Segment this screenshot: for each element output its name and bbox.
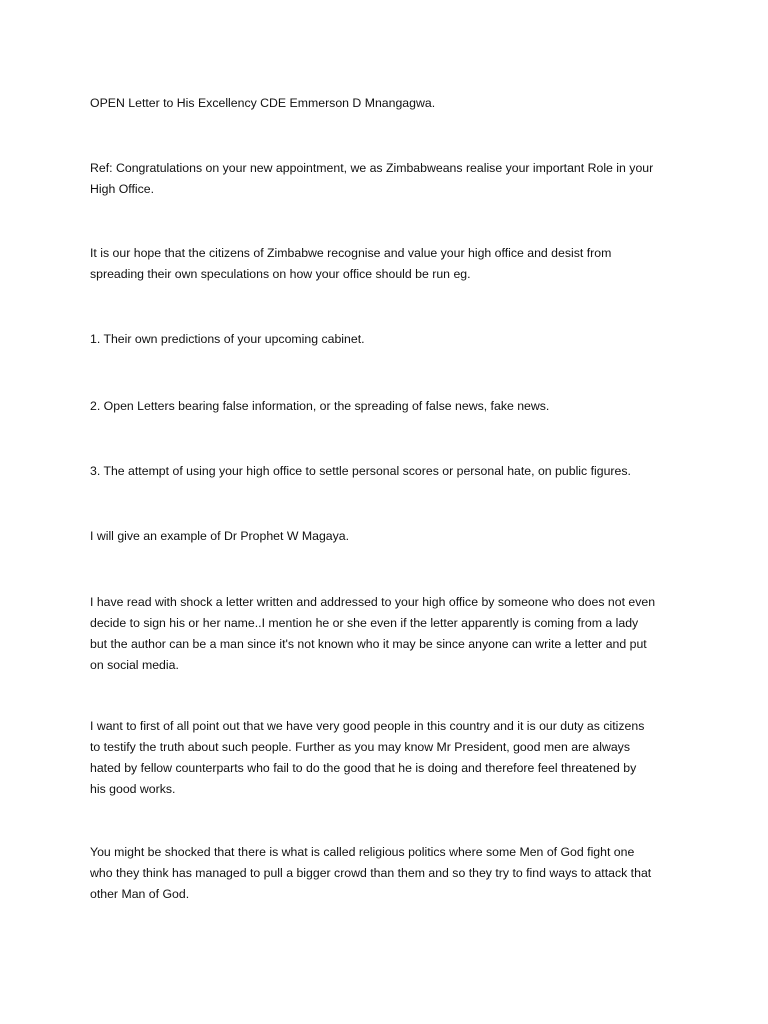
text-line: You might be shocked that there is what is called religious politics where some Men of God fight one [90, 845, 635, 859]
reference-paragraph [90, 158, 690, 200]
text-line: on social media. [90, 658, 179, 672]
text-line: I want to first of all point out that we have very good people in this country and it is our duty as citizens [90, 719, 645, 733]
shock-letter-paragraph [90, 592, 690, 676]
text-line: 1. Their own predictions of your upcoming cabinet. [90, 332, 365, 346]
text-line: I have read with shock a letter written and addressed to your high office by someone who does not even [90, 595, 656, 609]
text-line: to testify the truth about such people. Further as you may know Mr President, good men are always [90, 740, 630, 754]
text-line: 2. Open Letters bearing false information, or the spreading of false news, fake news. [90, 399, 550, 413]
list-item-3 [90, 461, 690, 482]
example-paragraph [90, 526, 690, 547]
text-line: but the author can be a man since it's not known who it may be since anyone can write a letter and put [90, 637, 647, 651]
text-line: High Office. [90, 182, 155, 196]
text-line: Ref: Congratulations on your new appointment, we as Zimbabweans realise your important Role in your [90, 161, 654, 175]
text-line: other Man of God. [90, 887, 190, 901]
religious-politics-paragraph [90, 842, 690, 905]
list-item-1 [90, 329, 690, 350]
good-people-paragraph [90, 716, 690, 800]
text-line: 3. The attempt of using your high office to settle personal scores or personal hate, on public figures. [90, 464, 631, 478]
text-line: who they think has managed to pull a bigger crowd than them and so they try to find ways to attack that [90, 866, 652, 880]
letter-title [90, 93, 690, 114]
text-line: It is our hope that the citizens of Zimbabwe recognise and value your high office and desist from [90, 246, 612, 260]
list-item-2 [90, 396, 690, 417]
text-line: decide to sign his or her name..I mention he or she even if the letter apparently is coming from a lady [90, 616, 639, 630]
text-line: his good works. [90, 782, 176, 796]
hope-paragraph [90, 243, 690, 285]
text-line: OPEN Letter to His Excellency CDE Emmerson D Mnangagwa. [90, 96, 436, 110]
text-line: spreading their own speculations on how your office should be run eg. [90, 267, 471, 281]
text-line: hated by fellow counterparts who fail to do the good that he is doing and therefore feel threatened by [90, 761, 637, 775]
text-line: I will give an example of Dr Prophet W Magaya. [90, 529, 350, 543]
